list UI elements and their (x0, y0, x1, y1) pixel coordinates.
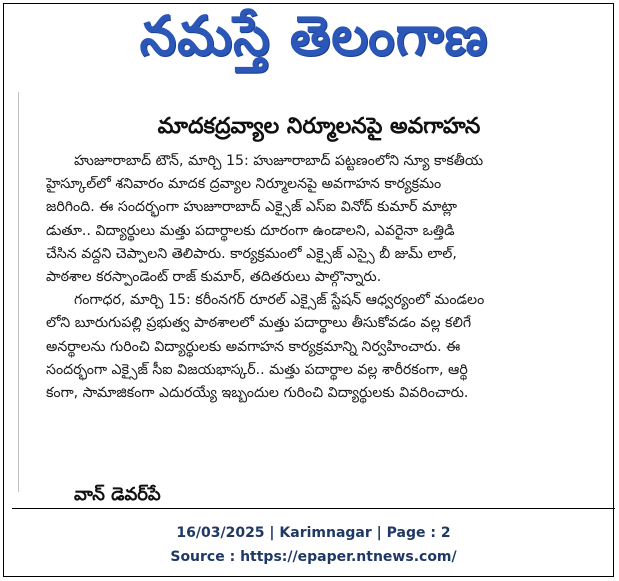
newspaper-clipping (3, 3, 614, 577)
article-line: కంగా, సామాజికంగా ఎదురయ్యే ఇబ్బందుల గురించి విద్యార్థులకు వివరించారు. (46, 384, 469, 401)
divider (12, 508, 615, 509)
article-line: అనర్థాలను గురించి విద్యార్థులకు అవగాహన కార్యక్రమాన్ని నిర్వహించారు. ఈ (46, 338, 461, 355)
next-article-headline: వాన్ డెవర్‌పే (74, 484, 161, 505)
article-line: పాఠశాల కరస్పాండెంట్ రాజ్ కుమార్, తదితరులు పాల్గొన్నారు. (46, 268, 382, 285)
article-body (46, 150, 608, 405)
source-info: Source : https://epaper.ntnews.com/ (170, 549, 457, 565)
article-line: హుజూరాబాద్ టౌన్, మార్చి 15: హుజూరాబాద్ పట్టణంలోని న్యూ కాకతీయ (74, 153, 484, 169)
article-line: సందర్భంగా ఎక్సైజ్ సీఐ విజయభాస్కర్.. మత్తు పదార్థాల వల్ల శారీరకంగా, ఆర్థి (46, 361, 468, 378)
article-line: చేసిన వద్దని చెప్పాలని తెలిపారు. కార్యక్రమంలో ఎక్సైజ్ ఎస్సై బీ జుమ్ లాల్, (46, 245, 457, 262)
article-line: హైస్కూల్‌లో శనివారం మాదక ద్రవ్యాల నిర్మూలనపై అవగాహన కార్యక్రమం (46, 176, 442, 193)
article-line: జరిగింది. ఈ సందర్భంగా హుజూరాబాద్ ఎక్సైజ్ ఎస్ఐ వినోద్ కుమార్ మాట్లా (46, 199, 458, 216)
article-line: లోని బూరుగుపల్లి ప్రభుత్వ పాఠశాలలో మత్తు పదార్థాలు తీసుకోవడం వల్ల కలిగే (46, 315, 472, 332)
article-headline: మాదకద్రవ్యాల నిర్మూలనపై అవగాహన (157, 114, 481, 139)
newspaper-masthead: నమస్తే తెలంగాణ (139, 4, 489, 68)
article-line: డుతూ.. విద్యార్థులు మత్తు పదార్థాలకు దూరంగా ఉండాలని, ఎవరైనా ఒత్తిడి (46, 222, 455, 239)
column-divider (18, 92, 19, 492)
clipping-meta (4, 521, 619, 569)
edition-info: 16/03/2025 | Karimnagar | Page : 2 (176, 525, 451, 541)
article-line: గంగాధర, మార్చి 15: కరీంనగర్ రూరల్ ఎక్సైజ్ స్టేషన్ ఆధ్వర్యంలో మండలం (74, 292, 485, 309)
